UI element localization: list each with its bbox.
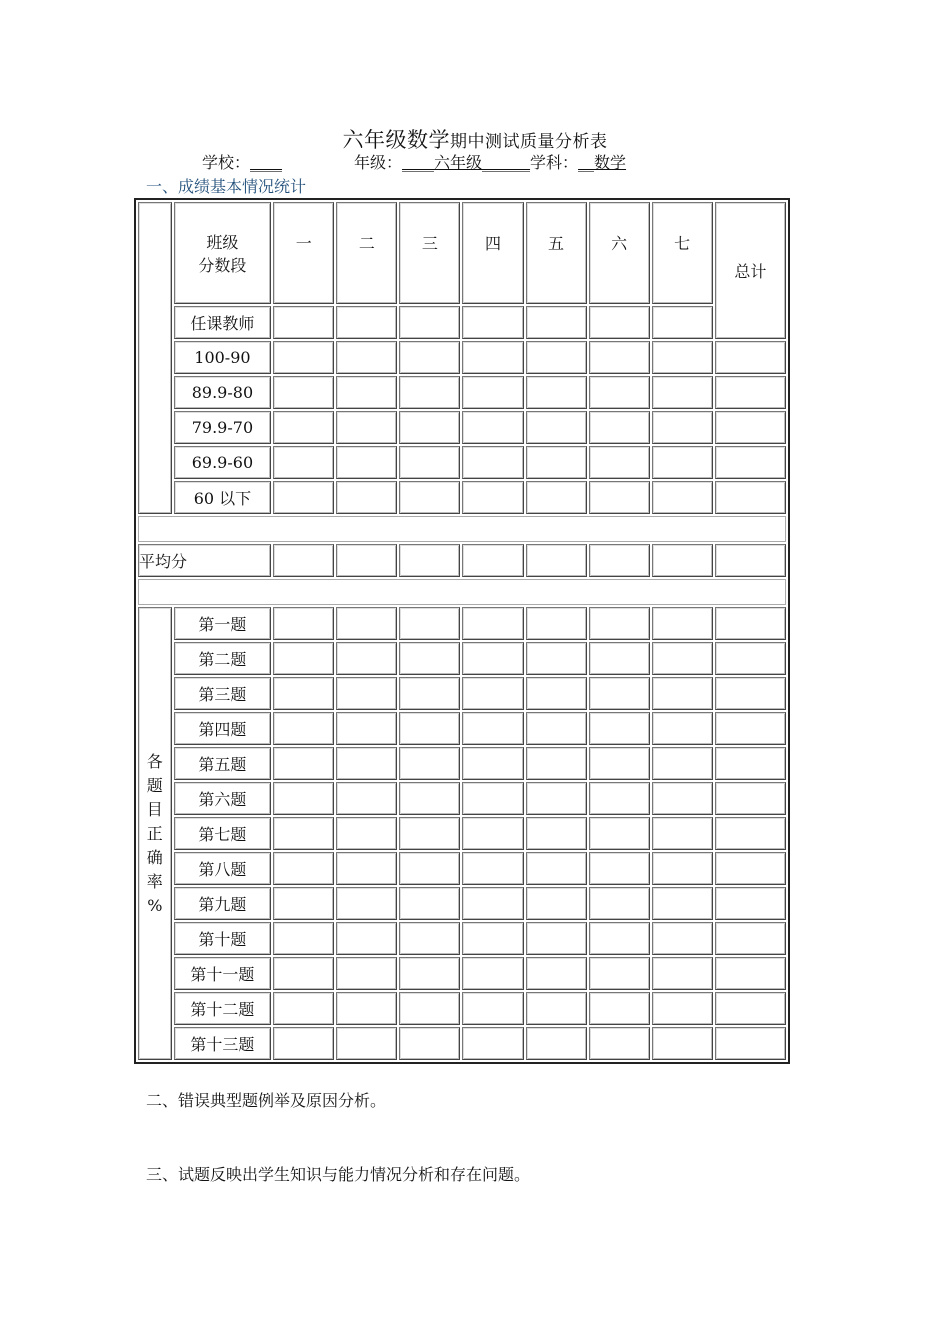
spacer-row — [138, 516, 786, 542]
question-label: 第三题 — [174, 677, 272, 710]
table-row — [138, 677, 786, 710]
accuracy-cell[interactable] — [526, 1027, 587, 1060]
accuracy-cell[interactable] — [336, 817, 397, 850]
average-cell[interactable] — [336, 544, 397, 577]
question-label: 第十三题 — [174, 1027, 272, 1060]
accuracy-cell[interactable] — [462, 642, 523, 675]
score-cell[interactable] — [589, 341, 650, 374]
accuracy-cell[interactable] — [715, 922, 786, 955]
accuracy-cell[interactable] — [273, 642, 334, 675]
corner-top: 班级 — [206, 233, 239, 252]
score-cell[interactable] — [273, 481, 334, 514]
accuracy-cell[interactable] — [715, 607, 786, 640]
accuracy-cell[interactable] — [399, 607, 460, 640]
table-row — [138, 376, 786, 409]
question-label: 第七题 — [174, 817, 272, 850]
spacer-row — [138, 579, 786, 605]
accuracy-cell[interactable] — [715, 642, 786, 675]
score-cell[interactable] — [526, 341, 587, 374]
accuracy-cell[interactable] — [526, 782, 587, 815]
section1-heading: 一、成绩基本情况统计 — [146, 177, 307, 196]
score-cell[interactable] — [652, 481, 713, 514]
accuracy-cell[interactable] — [589, 747, 650, 780]
class-header: 四 — [462, 202, 523, 304]
class-header: 五 — [526, 202, 587, 304]
accuracy-cell[interactable] — [526, 607, 587, 640]
table-row — [138, 341, 786, 374]
accuracy-cell[interactable] — [652, 957, 713, 990]
score-cell[interactable] — [715, 446, 786, 479]
score-range-label: 69.9-60 — [174, 446, 272, 479]
accuracy-cell[interactable] — [336, 887, 397, 920]
accuracy-cell[interactable] — [715, 1027, 786, 1060]
accuracy-side-label — [138, 607, 172, 1060]
accuracy-cell[interactable] — [336, 712, 397, 745]
accuracy-cell[interactable] — [336, 852, 397, 885]
score-cell[interactable] — [589, 411, 650, 444]
accuracy-side-char: 正 — [146, 823, 163, 843]
accuracy-cell[interactable] — [589, 677, 650, 710]
average-cell[interactable] — [526, 544, 587, 577]
question-label: 第二题 — [174, 642, 272, 675]
accuracy-side-char: 题 — [146, 775, 163, 795]
score-analysis-table — [134, 198, 790, 1064]
accuracy-cell[interactable] — [652, 887, 713, 920]
accuracy-cell[interactable] — [652, 642, 713, 675]
accuracy-cell[interactable] — [336, 747, 397, 780]
accuracy-cell[interactable] — [273, 817, 334, 850]
average-label: 平均分 — [138, 544, 271, 577]
accuracy-cell[interactable] — [336, 642, 397, 675]
accuracy-cell[interactable] — [399, 922, 460, 955]
accuracy-cell[interactable] — [589, 922, 650, 955]
accuracy-cell[interactable] — [652, 677, 713, 710]
average-cell[interactable] — [589, 544, 650, 577]
question-label: 第十一题 — [174, 957, 272, 990]
accuracy-cell[interactable] — [589, 887, 650, 920]
accuracy-cell[interactable] — [462, 992, 523, 1025]
score-range-label: 79.9-70 — [174, 411, 272, 444]
section2-heading: 二、错误典型题例举及原因分析。 — [146, 1091, 387, 1110]
teacher-label: 任课教师 — [174, 306, 272, 339]
score-cell[interactable] — [273, 411, 334, 444]
accuracy-cell[interactable] — [589, 817, 650, 850]
score-cell[interactable] — [273, 376, 334, 409]
accuracy-side-char: 目 — [146, 799, 163, 819]
accuracy-side-char: 确 — [146, 847, 163, 867]
accuracy-cell[interactable] — [462, 852, 523, 885]
accuracy-cell[interactable] — [399, 852, 460, 885]
accuracy-cell[interactable] — [589, 992, 650, 1025]
score-cell[interactable] — [462, 376, 523, 409]
accuracy-cell[interactable] — [399, 887, 460, 920]
accuracy-cell[interactable] — [336, 1027, 397, 1060]
accuracy-cell[interactable] — [336, 957, 397, 990]
accuracy-cell[interactable] — [273, 782, 334, 815]
accuracy-cell[interactable] — [273, 677, 334, 710]
total-header: 总计 — [715, 202, 786, 339]
accuracy-cell[interactable] — [589, 852, 650, 885]
side-label-empty — [138, 202, 172, 514]
table-row — [138, 887, 786, 920]
table-row — [138, 607, 786, 640]
score-cell[interactable] — [399, 481, 460, 514]
accuracy-cell[interactable] — [526, 677, 587, 710]
teacher-cell[interactable] — [652, 306, 713, 339]
accuracy-cell[interactable] — [462, 887, 523, 920]
score-cell[interactable] — [462, 341, 523, 374]
accuracy-cell[interactable] — [715, 747, 786, 780]
table-row — [138, 1027, 786, 1060]
accuracy-cell[interactable] — [526, 747, 587, 780]
corner-bottom: 分数段 — [198, 256, 247, 275]
grade-label: 年级： — [354, 153, 403, 172]
score-cell[interactable] — [399, 411, 460, 444]
table-row — [138, 747, 786, 780]
accuracy-cell[interactable] — [462, 607, 523, 640]
table-row — [138, 852, 786, 885]
teacher-cell[interactable] — [336, 306, 397, 339]
class-header: 七 — [652, 202, 713, 304]
score-cell[interactable] — [399, 446, 460, 479]
accuracy-cell[interactable] — [589, 607, 650, 640]
subject-value: __数学 — [578, 153, 627, 172]
accuracy-cell[interactable] — [336, 922, 397, 955]
accuracy-cell[interactable] — [652, 922, 713, 955]
accuracy-cell[interactable] — [652, 1027, 713, 1060]
table-row — [138, 481, 786, 514]
title-part2: 期中测试质量分析表 — [450, 132, 608, 152]
class-header: 一 — [273, 202, 334, 304]
accuracy-cell[interactable] — [526, 992, 587, 1025]
accuracy-cell[interactable] — [399, 747, 460, 780]
accuracy-cell[interactable] — [273, 852, 334, 885]
table-row — [138, 957, 786, 990]
score-cell[interactable] — [462, 411, 523, 444]
score-cell[interactable] — [336, 341, 397, 374]
accuracy-cell[interactable] — [526, 887, 587, 920]
accuracy-cell[interactable] — [715, 782, 786, 815]
school-label: 学校： — [202, 153, 251, 172]
score-cell[interactable] — [336, 411, 397, 444]
section3-heading: 三、试题反映出学生知识与能力情况分析和存在问题。 — [146, 1165, 531, 1184]
accuracy-cell[interactable] — [399, 817, 460, 850]
teacher-cell[interactable] — [462, 306, 523, 339]
school-field — [202, 150, 282, 173]
table-row — [138, 202, 786, 304]
accuracy-cell[interactable] — [589, 712, 650, 745]
question-label: 第十二题 — [174, 992, 272, 1025]
score-cell[interactable] — [589, 481, 650, 514]
accuracy-cell[interactable] — [273, 1027, 334, 1060]
accuracy-cell[interactable] — [273, 607, 334, 640]
average-cell[interactable] — [399, 544, 460, 577]
score-cell[interactable] — [399, 341, 460, 374]
table-row — [138, 411, 786, 444]
question-label: 第六题 — [174, 782, 272, 815]
accuracy-cell[interactable] — [526, 642, 587, 675]
accuracy-cell[interactable] — [526, 957, 587, 990]
subject-label: 学科： — [530, 153, 579, 172]
accuracy-cell[interactable] — [462, 677, 523, 710]
accuracy-cell[interactable] — [652, 712, 713, 745]
question-label: 第五题 — [174, 747, 272, 780]
accuracy-cell[interactable] — [589, 957, 650, 990]
accuracy-cell[interactable] — [273, 712, 334, 745]
question-label: 第九题 — [174, 887, 272, 920]
class-header: 三 — [399, 202, 460, 304]
accuracy-cell[interactable] — [652, 817, 713, 850]
score-cell[interactable] — [715, 376, 786, 409]
table-row — [138, 642, 786, 675]
score-cell[interactable] — [399, 376, 460, 409]
table-row — [138, 306, 786, 339]
teacher-cell[interactable] — [273, 306, 334, 339]
accuracy-cell[interactable] — [399, 642, 460, 675]
table-row — [138, 817, 786, 850]
accuracy-cell[interactable] — [652, 782, 713, 815]
accuracy-cell[interactable] — [462, 922, 523, 955]
table-row — [138, 446, 786, 479]
accuracy-cell[interactable] — [589, 1027, 650, 1060]
accuracy-cell[interactable] — [462, 712, 523, 745]
question-label: 第一题 — [174, 607, 272, 640]
accuracy-cell[interactable] — [589, 782, 650, 815]
score-cell[interactable] — [273, 446, 334, 479]
accuracy-cell[interactable] — [652, 607, 713, 640]
teacher-cell[interactable] — [589, 306, 650, 339]
accuracy-side-char: 率 — [146, 871, 163, 891]
accuracy-side-char: % — [147, 895, 163, 915]
accuracy-cell[interactable] — [336, 607, 397, 640]
score-cell[interactable] — [336, 376, 397, 409]
spacer-cell — [138, 516, 786, 542]
average-cell[interactable] — [652, 544, 713, 577]
score-cell[interactable] — [526, 411, 587, 444]
score-range-label: 60 以下 — [174, 481, 272, 514]
class-header: 六 — [589, 202, 650, 304]
accuracy-cell[interactable] — [715, 677, 786, 710]
accuracy-cell[interactable] — [526, 712, 587, 745]
accuracy-cell[interactable] — [526, 852, 587, 885]
accuracy-cell[interactable] — [715, 992, 786, 1025]
grade-subject-field — [354, 150, 626, 173]
score-cell[interactable] — [589, 376, 650, 409]
score-range-label: 89.9-80 — [174, 376, 272, 409]
accuracy-cell[interactable] — [336, 782, 397, 815]
score-cell[interactable] — [652, 376, 713, 409]
score-cell[interactable] — [526, 376, 587, 409]
table-row — [138, 782, 786, 815]
score-cell[interactable] — [652, 446, 713, 479]
score-cell[interactable] — [462, 481, 523, 514]
question-label: 第四题 — [174, 712, 272, 745]
accuracy-cell[interactable] — [273, 747, 334, 780]
score-cell[interactable] — [715, 481, 786, 514]
average-cell[interactable] — [715, 544, 786, 577]
accuracy-cell[interactable] — [462, 1027, 523, 1060]
score-cell[interactable] — [715, 411, 786, 444]
table-row — [138, 922, 786, 955]
accuracy-cell[interactable] — [399, 677, 460, 710]
score-cell[interactable] — [273, 341, 334, 374]
accuracy-cell[interactable] — [399, 957, 460, 990]
score-cell[interactable] — [526, 446, 587, 479]
accuracy-cell[interactable] — [652, 852, 713, 885]
table-row — [138, 544, 786, 577]
teacher-cell[interactable] — [526, 306, 587, 339]
accuracy-cell[interactable] — [652, 992, 713, 1025]
teacher-cell[interactable] — [399, 306, 460, 339]
accuracy-cell[interactable] — [715, 817, 786, 850]
accuracy-cell[interactable] — [462, 782, 523, 815]
accuracy-cell[interactable] — [273, 922, 334, 955]
accuracy-cell[interactable] — [589, 642, 650, 675]
question-label: 第八题 — [174, 852, 272, 885]
average-cell[interactable] — [462, 544, 523, 577]
accuracy-cell[interactable] — [399, 782, 460, 815]
spacer-cell — [138, 579, 786, 605]
accuracy-cell[interactable] — [462, 747, 523, 780]
grade-value: ____六年级______ — [402, 153, 531, 172]
title-part1: 六年级数学 — [342, 128, 450, 152]
class-header: 二 — [336, 202, 397, 304]
accuracy-cell[interactable] — [336, 992, 397, 1025]
accuracy-cell[interactable] — [526, 817, 587, 850]
accuracy-cell[interactable] — [273, 992, 334, 1025]
score-cell[interactable] — [462, 446, 523, 479]
score-cell[interactable] — [652, 411, 713, 444]
score-cell[interactable] — [715, 341, 786, 374]
table-row — [138, 712, 786, 745]
accuracy-cell[interactable] — [399, 712, 460, 745]
accuracy-cell[interactable] — [462, 817, 523, 850]
accuracy-cell[interactable] — [715, 712, 786, 745]
accuracy-cell[interactable] — [273, 957, 334, 990]
score-cell[interactable] — [589, 446, 650, 479]
accuracy-cell[interactable] — [715, 957, 786, 990]
school-value: ____ — [250, 153, 283, 172]
score-cell[interactable] — [652, 341, 713, 374]
accuracy-cell[interactable] — [273, 887, 334, 920]
corner-header — [174, 202, 272, 304]
average-cell[interactable] — [273, 544, 334, 577]
accuracy-cell[interactable] — [399, 1027, 460, 1060]
accuracy-side-char: 各 — [146, 751, 163, 771]
score-cell[interactable] — [526, 481, 587, 514]
accuracy-cell[interactable] — [462, 957, 523, 990]
question-label: 第十题 — [174, 922, 272, 955]
accuracy-cell[interactable] — [399, 992, 460, 1025]
score-cell[interactable] — [336, 446, 397, 479]
table-row — [138, 992, 786, 1025]
accuracy-cell[interactable] — [526, 922, 587, 955]
accuracy-cell[interactable] — [336, 677, 397, 710]
score-range-label: 100-90 — [174, 341, 272, 374]
score-cell[interactable] — [336, 481, 397, 514]
accuracy-cell[interactable] — [652, 747, 713, 780]
accuracy-cell[interactable] — [715, 852, 786, 885]
accuracy-cell[interactable] — [715, 887, 786, 920]
